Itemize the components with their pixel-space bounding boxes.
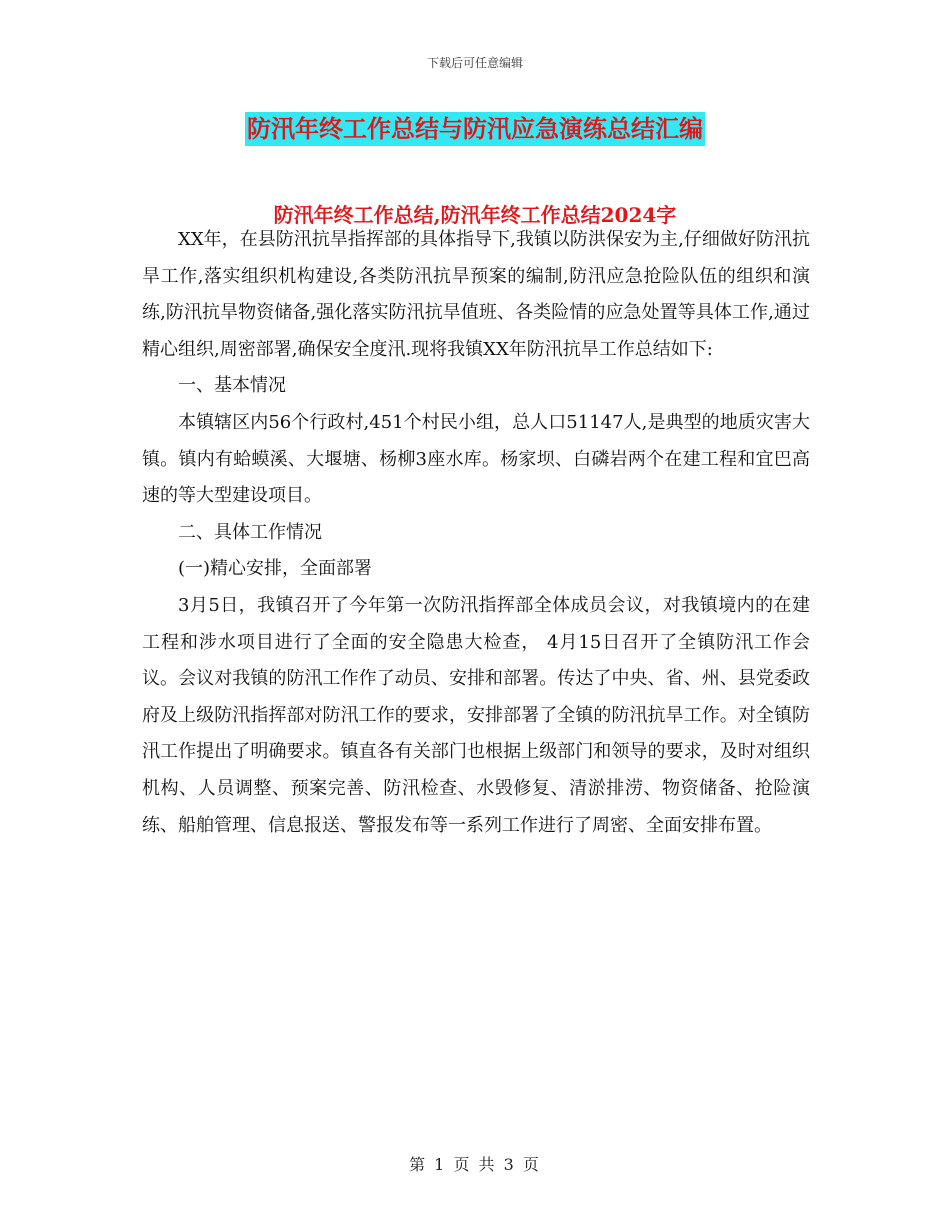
heading-basic-situation: 一、基本情况: [178, 375, 286, 397]
document-title: 防汛年终工作总结与防汛应急演练总结汇编: [245, 112, 705, 146]
document-body: [142, 222, 810, 844]
page-header-note: 下载后可任意编辑: [426, 56, 523, 70]
paragraph-arrangement: 3月5日，我镇召开了今年第一次防汛指挥部全体成员会议，对我镇境内的在建工程和涉水项目进行了全面的安全隐患大检查， 4月15日召开了全镇防汛工作会议。会议对我镇的防汛工作作了动员、安排和部署。传达了中央、省、州、县党委政府及上级防汛指挥部对防汛工作的要求，安排部署了全镇的防汛抗旱工作。对全镇防汛工作提出了明确要求。镇直各有关部门也根据上级部门和领导的要求，及时对组织机构、人员调整、预案完善、防汛检查、水毁修复、清淤排涝、物资储备、抢险演练、船舶管理、信息报送、警报发布等一系列工作进行了周密、全面安排布置。: [142, 594, 810, 836]
paragraph-intro: XX年，在县防汛抗旱指挥部的具体指导下,我镇以防洪保安为主,仔细做好防汛抗旱工作,落实组织机构建设,各类防汛抗旱预案的编制,防汛应急抢险队伍的组织和演练,防汛抗旱物资储备,强化落实防汛抗旱值班、各类险情的应急处置等具体工作,通过精心组织,周密部署,确保安全度汛.现将我镇XX年防汛抗旱工作总结如下:: [142, 229, 810, 360]
heading-specific-work: 二、具体工作情况: [178, 521, 322, 543]
document-title-container: [0, 112, 950, 146]
page-footer: 第 1 页 共 3 页: [409, 1155, 541, 1174]
subheading-arrangement: (一)精心安排，全面部署: [178, 558, 373, 580]
paragraph-basic-situation: 本镇辖区内56个行政村,451个村民小组，总人口51147人,是典型的地质灾害大镇。镇内有蛤蟆溪、大堰塘、杨柳3座水库。杨家坝、白磷岩两个在建工程和宜巴高速的等大型建设项目。: [142, 411, 810, 507]
section-title: 防汛年终工作总结,防汛年终工作总结2024字: [273, 203, 677, 227]
